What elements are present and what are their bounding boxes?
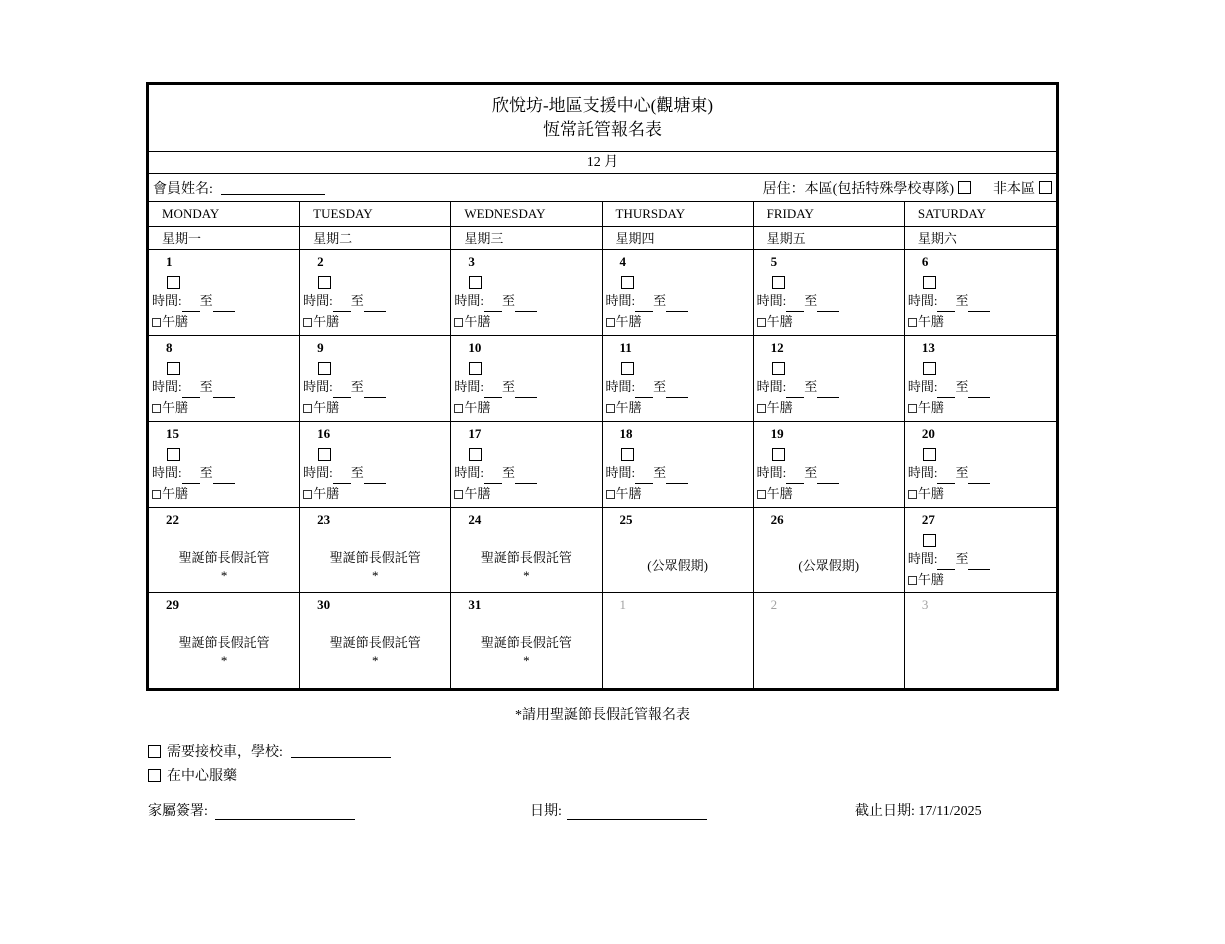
time-from-blank[interactable] xyxy=(333,298,351,312)
to-label: 至 xyxy=(955,379,969,394)
day-cell-3 xyxy=(451,249,602,335)
date-blank[interactable] xyxy=(567,806,707,820)
time-to-blank[interactable] xyxy=(968,298,990,312)
day-cell-24 xyxy=(451,507,602,592)
day-number: 8 xyxy=(166,340,173,355)
time-to-blank[interactable] xyxy=(817,470,839,484)
time-from-blank[interactable] xyxy=(937,556,955,570)
lunch-label: 午膳 xyxy=(464,486,491,501)
weekday-header-monday: MONDAY xyxy=(149,202,300,226)
attendance-checkbox[interactable] xyxy=(167,362,180,375)
form-name: 恆常託管報名表 xyxy=(543,120,662,139)
time-to-blank[interactable] xyxy=(968,384,990,398)
day-number: 9 xyxy=(317,340,324,355)
to-label: 至 xyxy=(501,293,515,308)
time-label: 時間: xyxy=(756,465,787,480)
lunch-checkbox[interactable] xyxy=(454,404,463,413)
day-cell-8 xyxy=(149,335,300,421)
time-from-blank[interactable] xyxy=(786,298,804,312)
time-label: 時間: xyxy=(907,551,938,566)
time-to-blank[interactable] xyxy=(817,384,839,398)
time-label: 時間: xyxy=(152,379,182,394)
weekday-header-saturday: SATURDAY xyxy=(917,206,986,221)
time-label: 時間: xyxy=(454,379,484,394)
time-to-blank[interactable] xyxy=(968,470,990,484)
signature-blank[interactable] xyxy=(215,806,355,820)
day-cell-4 xyxy=(603,249,754,335)
member-name-blank[interactable] xyxy=(221,181,325,195)
lunch-checkbox[interactable] xyxy=(152,490,161,499)
day-cell-3-next-month xyxy=(905,592,1056,688)
to-label: 至 xyxy=(653,293,667,308)
day-number: 18 xyxy=(619,426,633,441)
calendar-week-row xyxy=(149,249,1056,335)
time-from-blank[interactable] xyxy=(484,384,502,398)
to-label: 至 xyxy=(199,293,213,308)
lunch-label: 午膳 xyxy=(615,400,642,415)
residence-district-label: 居住：本區(包括特殊學校專隊) xyxy=(762,181,954,197)
day-number: 26 xyxy=(770,512,784,527)
weekday-header-zh-monday: 星期一 xyxy=(149,226,300,249)
day-number: 5 xyxy=(770,254,778,269)
day-cell-11 xyxy=(603,335,754,421)
weekday-header-friday: FRIDAY xyxy=(754,202,905,226)
time-to-blank[interactable] xyxy=(515,470,537,484)
holiday-care-note: 聖誕節長假託管 xyxy=(329,550,421,565)
lunch-checkbox[interactable] xyxy=(454,318,463,327)
time-to-blank[interactable] xyxy=(364,298,386,312)
to-label: 至 xyxy=(350,465,364,480)
attendance-checkbox[interactable] xyxy=(772,362,785,375)
school-blank[interactable] xyxy=(291,744,391,758)
lunch-checkbox[interactable] xyxy=(908,404,917,413)
day-number: 2 xyxy=(770,597,778,612)
attendance-checkbox[interactable] xyxy=(923,534,936,547)
attendance-checkbox[interactable] xyxy=(923,362,936,375)
holiday-care-asterisk: * xyxy=(220,653,228,668)
non-district-checkbox[interactable] xyxy=(1039,181,1052,194)
time-label: 時間: xyxy=(756,293,787,308)
day-cell-30 xyxy=(300,592,451,688)
day-cell-10 xyxy=(451,335,602,421)
to-label: 至 xyxy=(199,465,213,480)
time-label: 時間: xyxy=(454,465,484,480)
time-from-blank[interactable] xyxy=(484,470,502,484)
day-cell-1-next-month xyxy=(603,592,754,688)
attendance-checkbox[interactable] xyxy=(469,362,482,375)
time-label: 時間: xyxy=(303,465,333,480)
holiday-care-note: 聖誕節長假託管 xyxy=(480,635,572,650)
day-cell-27 xyxy=(905,507,1056,592)
lunch-checkbox[interactable] xyxy=(303,404,312,413)
day-cell-31 xyxy=(451,592,602,688)
day-cell-9 xyxy=(300,335,451,421)
signature-group xyxy=(148,800,355,820)
attendance-checkbox[interactable] xyxy=(318,362,331,375)
holiday-care-asterisk: * xyxy=(220,568,228,583)
holiday-care-note: 聖誕節長假託管 xyxy=(178,635,270,650)
time-from-blank[interactable] xyxy=(635,470,653,484)
lunch-label: 午膳 xyxy=(917,314,944,329)
to-label: 至 xyxy=(653,465,667,480)
center-name: 欣悅坊-地區支援中心(觀塘東) xyxy=(492,96,713,115)
member-row xyxy=(149,174,1056,201)
day-cell-19 xyxy=(754,421,905,507)
attendance-checkbox[interactable] xyxy=(318,276,331,289)
day-cell-29 xyxy=(149,592,300,688)
lunch-label: 午膳 xyxy=(917,400,944,415)
footnote: *請用聖誕節長假託管報名表 xyxy=(515,708,690,723)
time-label: 時間: xyxy=(303,293,333,308)
to-label: 至 xyxy=(804,379,818,394)
calendar-weekday-row-en xyxy=(149,201,1056,226)
bus-checkbox[interactable] xyxy=(148,745,161,758)
day-number: 4 xyxy=(619,254,626,269)
holiday-care-note: 聖誕節長假託管 xyxy=(178,550,270,565)
to-label: 至 xyxy=(955,465,969,480)
district-checkbox[interactable] xyxy=(958,181,971,194)
time-from-blank[interactable] xyxy=(635,298,653,312)
attendance-checkbox[interactable] xyxy=(621,362,634,375)
attendance-checkbox[interactable] xyxy=(167,276,180,289)
lunch-label: 午膳 xyxy=(162,400,189,415)
bus-option-line xyxy=(148,741,391,761)
day-number: 13 xyxy=(921,340,935,355)
attendance-checkbox[interactable] xyxy=(923,276,936,289)
lunch-checkbox[interactable] xyxy=(152,404,161,413)
time-to-blank[interactable] xyxy=(213,384,235,398)
time-to-blank[interactable] xyxy=(364,384,386,398)
lunch-label: 午膳 xyxy=(313,486,340,501)
bus-label: 需要接校車，學校: xyxy=(167,745,283,760)
form-frame xyxy=(146,82,1059,691)
time-to-blank[interactable] xyxy=(515,298,537,312)
holiday-care-asterisk: * xyxy=(371,653,379,668)
weekday-header-tuesday: TUESDAY xyxy=(300,202,451,226)
attendance-checkbox[interactable] xyxy=(167,448,180,461)
day-cell-18 xyxy=(603,421,754,507)
calendar-weekday-row-zh xyxy=(149,226,1056,249)
to-label: 至 xyxy=(501,379,515,394)
time-from-blank[interactable] xyxy=(182,384,200,398)
signature-row xyxy=(0,800,1225,824)
weekday-header-zh-thursday: 星期四 xyxy=(603,226,754,249)
to-label: 至 xyxy=(350,293,364,308)
lunch-checkbox[interactable] xyxy=(908,318,917,327)
time-to-blank[interactable] xyxy=(364,470,386,484)
to-label: 至 xyxy=(199,379,213,394)
calendar-week-row xyxy=(149,507,1056,592)
day-cell-15 xyxy=(149,421,300,507)
member-name-label: 會員姓名: xyxy=(153,181,213,197)
day-number: 24 xyxy=(468,512,482,527)
lunch-checkbox[interactable] xyxy=(152,318,161,327)
medicine-label: 在中心服藥 xyxy=(167,769,237,784)
lunch-label: 午膳 xyxy=(464,314,491,329)
day-number: 1 xyxy=(619,597,626,612)
time-label: 時間: xyxy=(454,293,484,308)
time-from-blank[interactable] xyxy=(786,384,804,398)
deadline-label: 截止日期: xyxy=(855,804,915,819)
day-number: 6 xyxy=(921,254,929,269)
weekday-header-thursday: THURSDAY xyxy=(603,202,754,226)
to-label: 至 xyxy=(955,293,969,308)
day-cell-1 xyxy=(149,249,300,335)
weekday-header-zh-wednesday: 星期三 xyxy=(451,226,602,249)
day-number: 2 xyxy=(317,254,324,269)
lunch-label: 午膳 xyxy=(615,314,642,329)
to-label: 至 xyxy=(653,379,667,394)
time-to-blank[interactable] xyxy=(213,470,235,484)
calendar-week-row xyxy=(149,421,1056,507)
day-cell-13 xyxy=(905,335,1056,421)
lunch-checkbox[interactable] xyxy=(606,318,615,327)
non-district-label: 非本區 xyxy=(993,181,1035,197)
lunch-checkbox[interactable] xyxy=(303,318,312,327)
holiday-care-asterisk: * xyxy=(523,653,530,668)
to-label: 至 xyxy=(501,465,515,480)
lunch-label: 午膳 xyxy=(464,400,491,415)
residence-group xyxy=(763,178,1052,198)
lunch-checkbox[interactable] xyxy=(757,404,766,413)
lunch-label: 午膳 xyxy=(766,486,793,501)
time-from-blank[interactable] xyxy=(786,470,804,484)
attendance-checkbox[interactable] xyxy=(772,448,785,461)
time-to-blank[interactable] xyxy=(515,384,537,398)
to-label: 至 xyxy=(804,465,818,480)
day-cell-2 xyxy=(300,249,451,335)
day-cell-22 xyxy=(149,507,300,592)
calendar-week-row xyxy=(149,335,1056,421)
attendance-checkbox[interactable] xyxy=(621,448,634,461)
time-to-blank[interactable] xyxy=(666,298,688,312)
day-number: 1 xyxy=(166,254,173,269)
day-number: 3 xyxy=(921,597,929,612)
lunch-label: 午膳 xyxy=(766,400,793,415)
holiday-care-note: 聖誕節長假託管 xyxy=(329,635,421,650)
day-number: 17 xyxy=(468,426,482,441)
day-number: 10 xyxy=(468,340,482,355)
weekday-header-zh-friday: 星期五 xyxy=(754,226,905,249)
public-holiday-note: (公眾假期) xyxy=(798,558,860,573)
member-name-group xyxy=(153,178,325,198)
time-label: 時間: xyxy=(907,379,938,394)
calendar-table xyxy=(149,201,1056,688)
lunch-label: 午膳 xyxy=(917,572,944,587)
time-to-blank[interactable] xyxy=(666,470,688,484)
day-number: 23 xyxy=(317,512,331,527)
date-group xyxy=(530,800,707,820)
deadline-group xyxy=(855,800,982,820)
lunch-label: 午膳 xyxy=(313,314,340,329)
form-title xyxy=(149,85,1056,151)
month-row: 12 月 xyxy=(149,151,1056,174)
signature-label: 家屬簽署: xyxy=(148,804,208,819)
day-cell-12 xyxy=(754,335,905,421)
medicine-checkbox[interactable] xyxy=(148,769,161,782)
lunch-label: 午膳 xyxy=(162,486,189,501)
day-number: 22 xyxy=(166,512,179,527)
weekday-header-wednesday: WEDNESDAY xyxy=(451,202,602,226)
calendar-weeks xyxy=(149,249,1056,688)
attendance-checkbox[interactable] xyxy=(923,448,936,461)
lunch-checkbox[interactable] xyxy=(303,490,312,499)
lunch-checkbox[interactable] xyxy=(908,576,917,585)
public-holiday-note: (公眾假期) xyxy=(647,558,708,573)
weekday-header-zh-saturday: 星期六 xyxy=(905,226,1056,249)
lunch-checkbox[interactable] xyxy=(606,404,615,413)
time-label: 時間: xyxy=(907,293,938,308)
lunch-label: 午膳 xyxy=(917,486,944,501)
day-cell-2-next-month xyxy=(754,592,905,688)
time-to-blank[interactable] xyxy=(213,298,235,312)
day-cell-20 xyxy=(905,421,1056,507)
day-number: 31 xyxy=(468,597,482,612)
time-from-blank[interactable] xyxy=(484,298,502,312)
lunch-checkbox[interactable] xyxy=(606,490,615,499)
time-label: 時間: xyxy=(605,293,636,308)
time-label: 時間: xyxy=(152,293,182,308)
calendar-week-row xyxy=(149,592,1056,688)
lunch-checkbox[interactable] xyxy=(454,490,463,499)
time-to-blank[interactable] xyxy=(817,298,839,312)
day-cell-5 xyxy=(754,249,905,335)
day-cell-25 xyxy=(603,507,754,592)
day-cell-17 xyxy=(451,421,602,507)
attendance-checkbox[interactable] xyxy=(772,276,785,289)
time-label: 時間: xyxy=(756,379,787,394)
medicine-option-line xyxy=(148,765,237,785)
day-number: 30 xyxy=(317,597,331,612)
day-number: 29 xyxy=(166,597,179,612)
holiday-care-asterisk: * xyxy=(523,568,530,583)
day-number: 19 xyxy=(770,426,784,441)
day-number: 12 xyxy=(770,340,784,355)
time-from-blank[interactable] xyxy=(635,384,653,398)
to-label: 至 xyxy=(955,551,969,566)
day-cell-23 xyxy=(300,507,451,592)
day-cell-6 xyxy=(905,249,1056,335)
lunch-label: 午膳 xyxy=(615,486,642,501)
holiday-care-note: 聖誕節長假託管 xyxy=(480,550,572,565)
lunch-label: 午膳 xyxy=(162,314,189,329)
day-number: 3 xyxy=(468,254,475,269)
weekday-header-zh-tuesday: 星期二 xyxy=(300,226,451,249)
to-label: 至 xyxy=(350,379,364,394)
attendance-checkbox[interactable] xyxy=(469,276,482,289)
time-from-blank[interactable] xyxy=(182,298,200,312)
time-from-blank[interactable] xyxy=(333,470,351,484)
date-label: 日期: xyxy=(530,804,562,819)
day-number: 11 xyxy=(619,340,632,355)
day-number: 25 xyxy=(619,512,633,527)
attendance-checkbox[interactable] xyxy=(621,276,634,289)
time-label: 時間: xyxy=(605,379,636,394)
time-label: 時間: xyxy=(907,465,938,480)
lunch-label: 午膳 xyxy=(313,400,340,415)
time-to-blank[interactable] xyxy=(666,384,688,398)
time-from-blank[interactable] xyxy=(182,470,200,484)
deadline-value: 17/11/2025 xyxy=(918,804,982,819)
day-cell-16 xyxy=(300,421,451,507)
time-from-blank[interactable] xyxy=(937,470,955,484)
lunch-checkbox[interactable] xyxy=(908,490,917,499)
day-cell-26 xyxy=(754,507,905,592)
lunch-label: 午膳 xyxy=(766,314,793,329)
day-number: 27 xyxy=(921,512,935,527)
time-label: 時間: xyxy=(152,465,182,480)
lunch-checkbox[interactable] xyxy=(757,490,766,499)
time-label: 時間: xyxy=(605,465,636,480)
day-number: 15 xyxy=(166,426,179,441)
time-from-blank[interactable] xyxy=(333,384,351,398)
time-label: 時間: xyxy=(303,379,333,394)
attendance-checkbox[interactable] xyxy=(469,448,482,461)
to-label: 至 xyxy=(804,293,818,308)
time-from-blank[interactable] xyxy=(937,384,955,398)
lunch-checkbox[interactable] xyxy=(757,318,766,327)
time-to-blank[interactable] xyxy=(968,556,990,570)
holiday-care-asterisk: * xyxy=(371,568,379,583)
attendance-checkbox[interactable] xyxy=(318,448,331,461)
day-number: 20 xyxy=(921,426,935,441)
time-from-blank[interactable] xyxy=(937,298,955,312)
day-number: 16 xyxy=(317,426,331,441)
